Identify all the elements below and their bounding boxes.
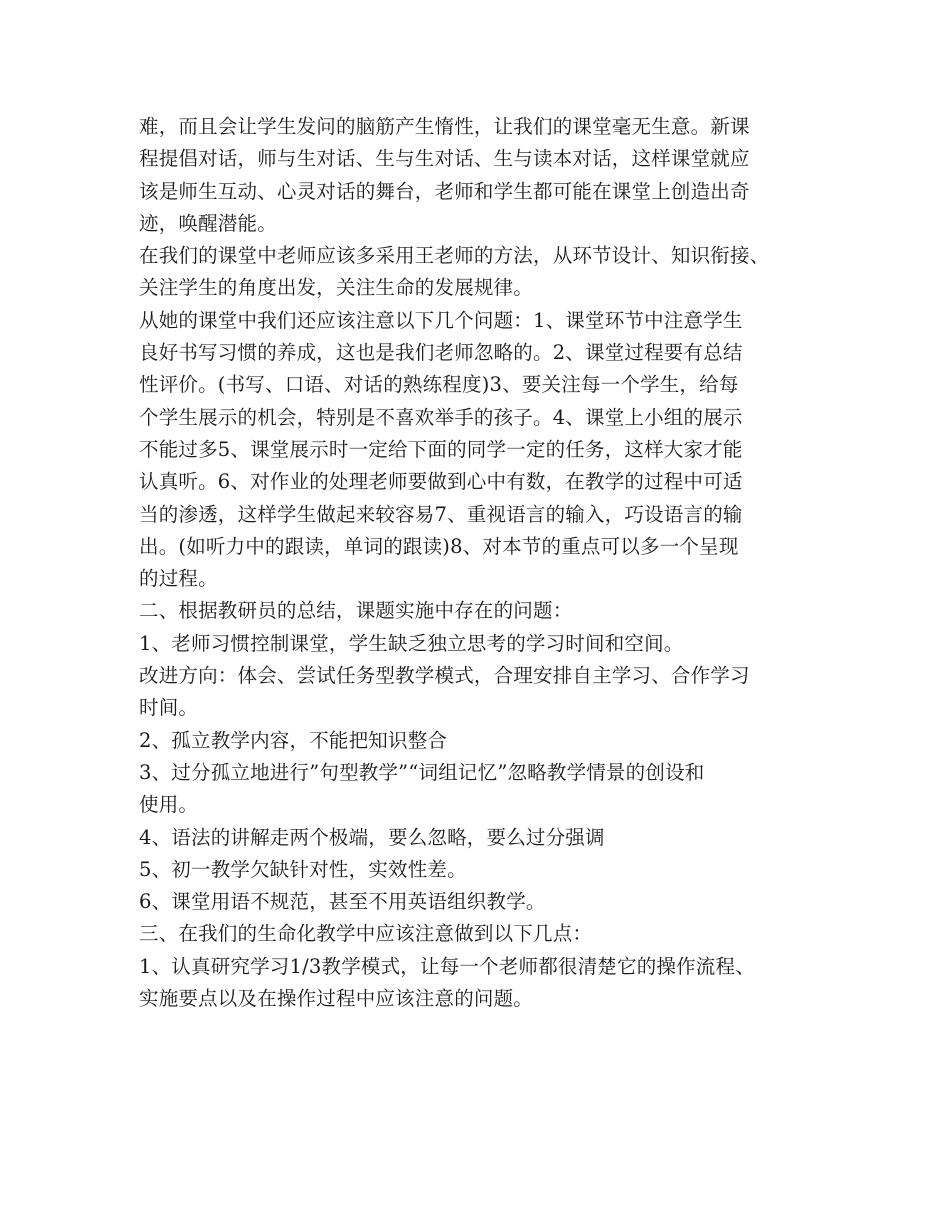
text-line-14: 出。(如听力中的跟读，单词的跟读)8、对本节的重点可以多一个呈现 [139, 534, 739, 558]
text-line-22: 使用。 [139, 793, 199, 817]
text-line-13: 当的渗透，这样学生做起来较容易7、重视语言的输入，巧设语言的输 [139, 502, 743, 526]
section-heading-2: 二、根据教研员的总结，课题实施中存在的问题： [139, 599, 573, 623]
text-line-4: 迹，唤醒潜能。 [139, 211, 277, 235]
text-line-23: 4、语法的讲解走两个极端，要么忽略，要么过分强调 [139, 825, 605, 849]
text-line-17: 1、老师习惯控制课堂，学生缺乏独立思考的学习时间和空间。 [139, 631, 684, 655]
text-line-3: 该是师生互动、心灵对话的舞台，老师和学生都可能在课堂上创造出奇 [139, 179, 750, 203]
text-line-28: 实施要点以及在操作过程中应该注意的问题。 [139, 987, 534, 1011]
text-line-12: 认真听。6、对作业的处理老师要做到心中有数，在教学的过程中可适 [139, 470, 743, 494]
section-heading-3: 三、在我们的生命化教学中应该注意做到以下几点： [139, 922, 593, 946]
text-line-5: 在我们的课堂中老师应该多采用王老师的方法，从环节设计、知识衔接、 [139, 244, 770, 268]
text-line-15: 的过程。 [139, 567, 218, 591]
text-line-8: 良好书写习惯的养成，这也是我们老师忽略的。2、课堂过程要有总结 [139, 341, 743, 365]
text-line-24: 5、初一教学欠缺针对性，实效性差。 [139, 857, 467, 881]
text-line-27: 1、认真研究学习1/3教学模式，让每一个老师都很清楚它的操作流程、 [139, 954, 755, 978]
document-body [139, 111, 819, 1015]
text-line-7: 从她的课堂中我们还应该注意以下几个问题：1、课堂环节中注意学生 [139, 308, 743, 332]
text-line-6: 关注学生的角度出发，关注生命的发展规律。 [139, 276, 534, 300]
text-line-10: 个学生展示的机会，特别是不喜欢举手的孩子。4、课堂上小组的展示 [139, 405, 743, 429]
text-line-9: 性评价。(书写、口语、对话的熟练程度)3、要关注每一个学生，给每 [139, 373, 739, 397]
text-line-25: 6、课堂用语不规范，甚至不用英语组织教学。 [139, 890, 546, 914]
text-line-2: 程提倡对话，师与生对话、生与生对话、生与读本对话，这样课堂就应 [139, 147, 750, 171]
text-line-19: 时间。 [139, 696, 199, 720]
text-line-20: 2、孤立教学内容，不能把知识整合 [139, 728, 448, 752]
text-line-1: 难，而且会让学生发问的脑筋产生惰性，让我们的课堂毫无生意。新课 [139, 115, 750, 138]
text-line-18: 改进方向：体会、尝试任务型教学模式，合理安排自主学习、合作学习 [139, 664, 750, 688]
text-line-11: 不能过多5、课堂展示时一定给下面的同学一定的任务，这样大家才能 [139, 437, 743, 461]
text-line-21: 3、过分孤立地进行”句型教学”“词组记忆”忽略教学情景的创设和 [139, 760, 705, 784]
